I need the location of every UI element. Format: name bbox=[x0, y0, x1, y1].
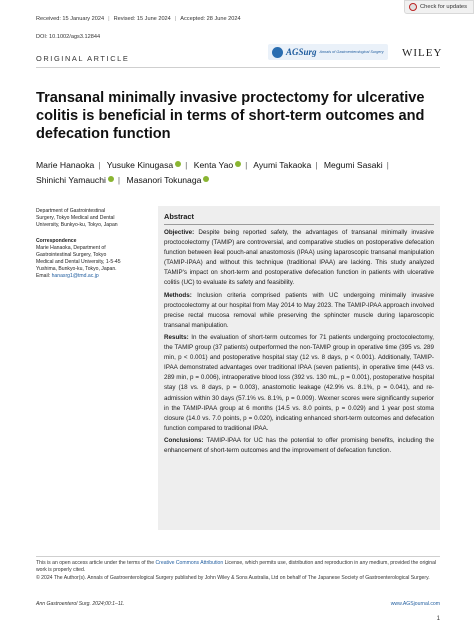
license-post: License, which permits use, distribution and reproduction in any medium, provided the original work is properly cited. bbox=[36, 560, 437, 573]
correspondence-email-line bbox=[36, 273, 122, 280]
journal-logo-name: AGSurg bbox=[286, 47, 317, 57]
conclusions-text: TAMIP-IPAA for UC has the potential to offer promising benefits, including the enhancement of short-term outcomes and the improvement of defecation function. bbox=[164, 436, 434, 454]
objective-label: Objective: bbox=[164, 229, 195, 236]
date-separator: | bbox=[108, 16, 110, 22]
journal-citation-line bbox=[36, 601, 440, 607]
author-separator: | bbox=[185, 160, 188, 170]
author-name[interactable]: Ayumi Takaoka bbox=[253, 160, 312, 170]
correspondence-block bbox=[36, 238, 122, 280]
results-text: In the evaluation of short-term outcomes for 71 patients undergoing proctocolectomy, the TAMIP group (37 patients) outperformed the non-TAMIP group in operative time (395 vs. 289 min, p < 0.001) and postoperative hospital stay (12 vs. 8 days, p < 0.001). Additionally, TAMIP-IPAA demonstrated advantages over traditional IPAA (seven patients), in operative time (443 vs. 289 min, p = 0.006), intraoperative blood loss (392 vs. 130 mL, p = 0.001), postoperative hospital stay (18 vs. 8 days, p = 0.003), anastomotic leakage (42.9% vs. 8.1%, p = 0.041), and re-admission within 30 days (57.1% vs. 8.1%, p = 0.009). Wexner scores were significantly superior in the TAMIP-IPAA group at 6 months (14.5 vs. 8.0 points, p = 0.029) and 1 year post stoma closure (14.0 vs. 7.0 points, p = 0.020), indicating enhanced short-term outcomes and defecation function compared to traditional IPAA. bbox=[164, 333, 434, 432]
author-list bbox=[36, 158, 440, 188]
author-separator: | bbox=[386, 160, 389, 170]
article-type: ORIGINAL ARTICLE bbox=[36, 54, 130, 63]
accepted-date: Accepted: 28 June 2024 bbox=[180, 16, 241, 22]
author-item bbox=[194, 160, 241, 170]
journal-citation: Ann Gastroenterol Surg. 2024;00:1–11. bbox=[36, 601, 125, 607]
abstract-results bbox=[164, 333, 434, 434]
methods-text: Inclusion criteria comprised patients with UC undergoing minimally invasive proctocolectomy at our hospital from May 2014 to May 2023. The TAMIP-IPAA approach involved precise rectal mucosa removal while preserving the sphincter muscle during laparoscopic transanal manipulation. bbox=[164, 291, 434, 329]
author-name[interactable]: Marie Hanaoka bbox=[36, 160, 95, 170]
affiliation: Department of Gastrointestinal Surgery, Tokyo Medical and Dental University, Bunkyo-ku, Tokyo, Japan bbox=[36, 208, 118, 228]
author-separator: | bbox=[245, 160, 248, 170]
orcid-icon[interactable] bbox=[203, 176, 209, 182]
doi: DOI: 10.1002/ags3.12844 bbox=[36, 34, 101, 40]
correspondence-body: Marie Hanaoka, Department of Gastrointestinal Surgery, Tokyo Medical and Dental University, 1-5-45 Yushima, Bunkyo-ku, Tokyo, Japan. bbox=[36, 245, 121, 272]
author-item bbox=[107, 160, 181, 170]
email-link[interactable]: hanasrg1@tmd.ac.jp bbox=[51, 273, 99, 279]
author-separator: | bbox=[98, 160, 101, 170]
copyright-note: © 2024 The Author(s). Annals of Gastroenterological Surgery published by John Wiley & Sons Australia, Ltd on behalf of The Japanese Society of Gastroenterological Surgery. bbox=[36, 575, 430, 581]
article-title: Transanal minimally invasive proctectomy for ulcerative colitis is beneficial in terms of short-term outcomes and defecation function bbox=[36, 90, 425, 142]
journal-logo-mark-icon bbox=[272, 47, 283, 58]
revised-date: Revised: 15 June 2024 bbox=[113, 16, 171, 22]
author-item bbox=[127, 175, 210, 185]
header-divider bbox=[36, 67, 440, 68]
author-name[interactable]: Yusuke Kinugasa bbox=[106, 160, 174, 170]
date-separator: | bbox=[174, 16, 177, 22]
license-link[interactable]: Creative Commons Attribution bbox=[155, 560, 224, 566]
refresh-icon bbox=[409, 3, 417, 11]
publisher-logo: WILEY bbox=[402, 47, 443, 59]
abstract-box bbox=[158, 206, 440, 530]
license-pre: This is an open access article under the terms of the bbox=[36, 560, 155, 566]
check-for-updates-button[interactable] bbox=[404, 0, 474, 14]
author-item bbox=[253, 160, 311, 170]
objective-text: Despite being reported safety, the advantages of transanal minimally invasive proctocolectomy (TAMIP) are controversial, and comparative studies on postoperative defecation function between ileal pouch-anal anastomosis (IPAA) using laparoscopic transanal manipulation (TAMIP-IPAA) and without this technique (traditional IPAA) are lacking. This study analyzed TAMIP's impact on short-term and postoperative defecation function in patients with ulcerative colitis (UC) to evaluate its safety and feasibility. bbox=[164, 229, 434, 287]
email-label: Email: bbox=[36, 273, 51, 279]
abstract-conclusions bbox=[164, 436, 434, 456]
author-name[interactable]: Masanori Tokunaga bbox=[126, 175, 202, 185]
journal-logo bbox=[268, 44, 388, 60]
orcid-icon[interactable] bbox=[175, 161, 181, 167]
abstract-objective bbox=[164, 228, 434, 289]
footer-divider bbox=[36, 556, 440, 557]
methods-label: Methods: bbox=[164, 291, 192, 299]
footer-notes bbox=[36, 560, 440, 583]
author-name[interactable]: Kenta Yao bbox=[193, 160, 234, 170]
orcid-icon[interactable] bbox=[235, 161, 241, 167]
page-number: 1 bbox=[436, 616, 440, 622]
results-label: Results: bbox=[164, 333, 189, 341]
abstract-divider bbox=[164, 224, 434, 225]
abstract-methods bbox=[164, 291, 434, 331]
correspondence-heading: Correspondence bbox=[36, 238, 77, 244]
author-name[interactable]: Megumi Sasaki bbox=[323, 160, 383, 170]
journal-logo-subtitle: Annals of Gastroenterological Surgery bbox=[319, 50, 384, 54]
author-separator: | bbox=[117, 175, 121, 185]
article-dates bbox=[36, 16, 241, 22]
journal-website-link[interactable]: www.AGSjournal.com bbox=[390, 601, 440, 607]
author-name[interactable]: Shinichi Yamauchi bbox=[36, 175, 106, 185]
conclusions-label: Conclusions: bbox=[164, 436, 204, 444]
license-note bbox=[36, 560, 440, 574]
abstract-heading: Abstract bbox=[164, 212, 194, 221]
author-item bbox=[36, 175, 114, 185]
orcid-icon[interactable] bbox=[108, 176, 114, 182]
author-item bbox=[36, 160, 94, 170]
author-item bbox=[324, 160, 383, 170]
check-for-updates-label: Check for updates bbox=[420, 4, 468, 10]
author-separator: | bbox=[315, 160, 318, 170]
received-date: Received: 15 January 2024 bbox=[36, 16, 105, 22]
